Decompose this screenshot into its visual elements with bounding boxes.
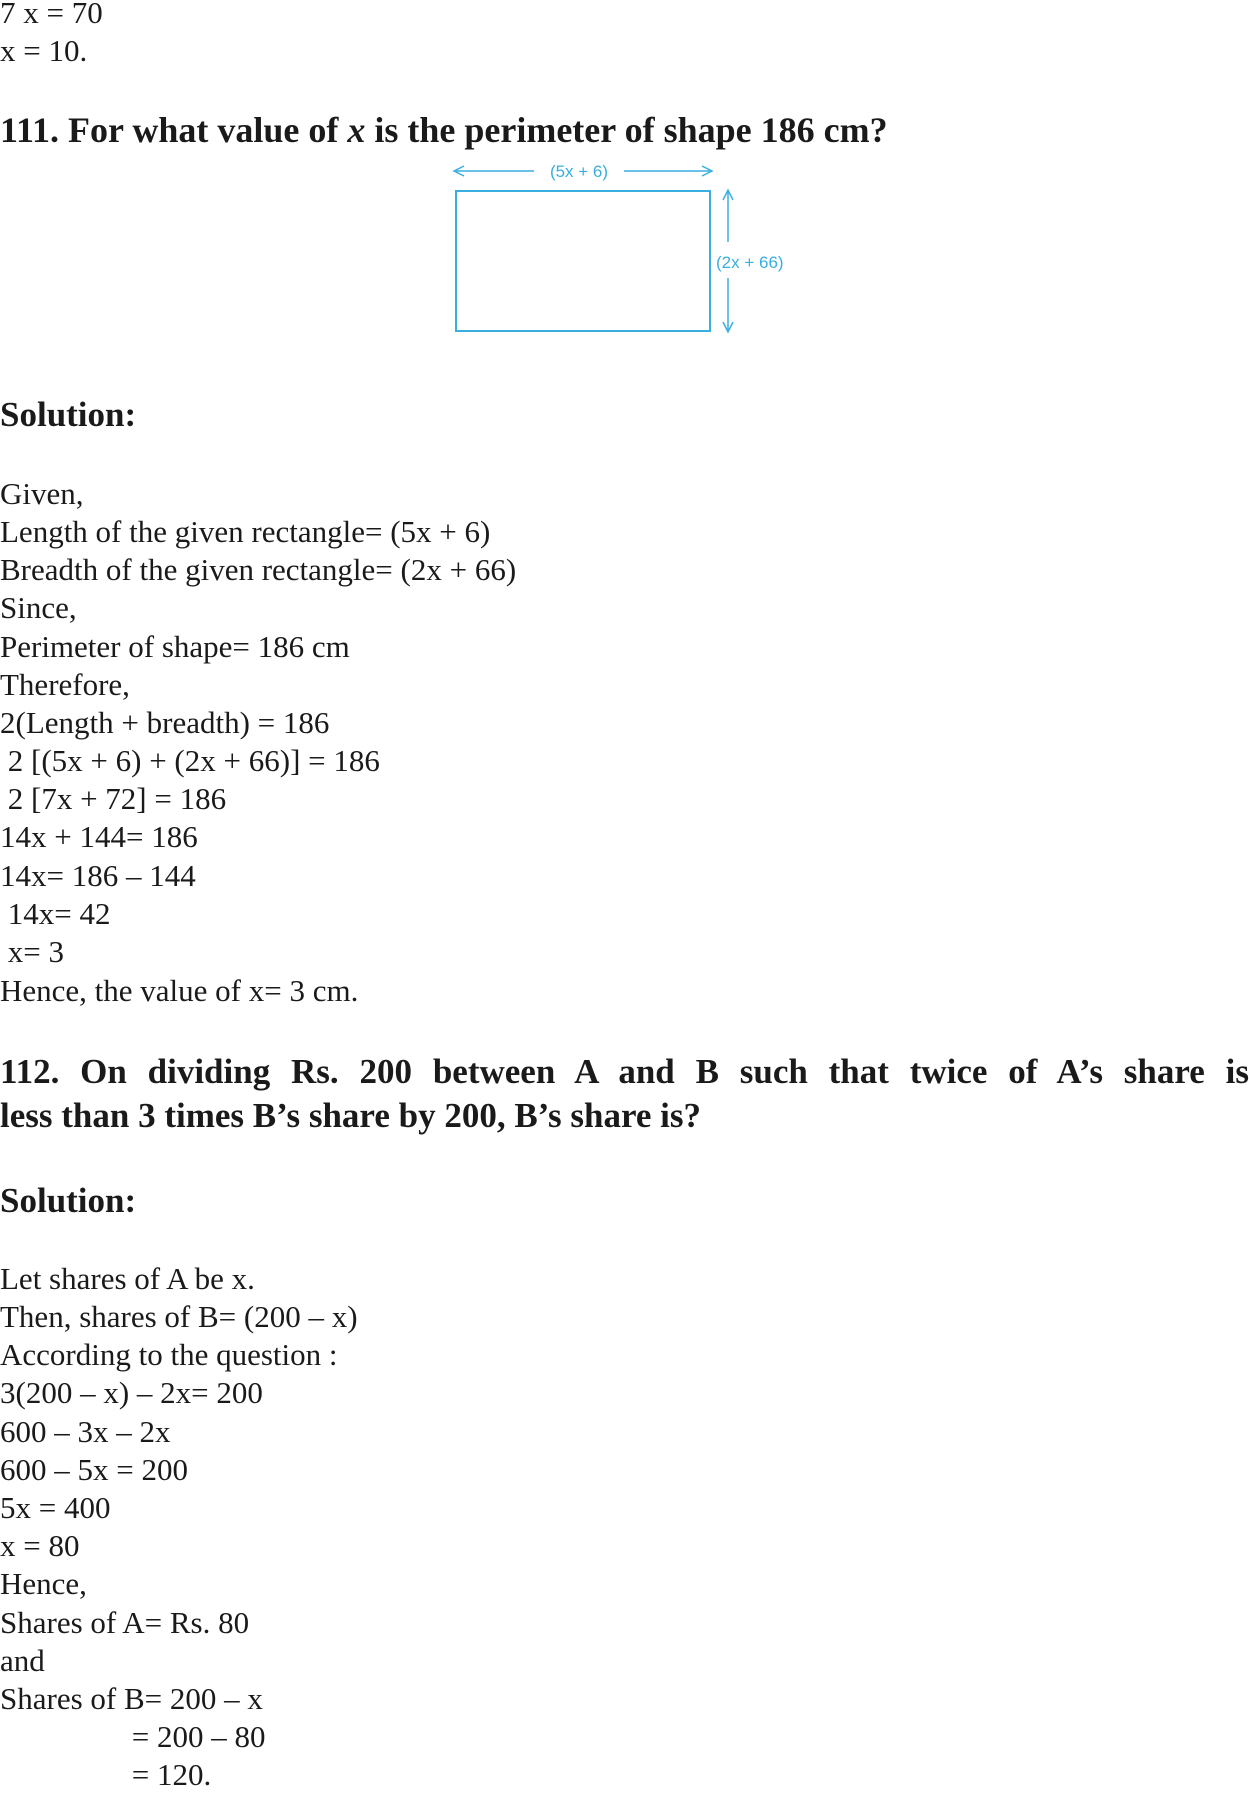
solution-line: Therefore, <box>0 667 130 702</box>
solution-line: x= 3 <box>0 934 64 969</box>
question-112-title <box>0 1050 1249 1138</box>
title-line: 112. On dividing Rs. 200 between A and B such that twice of A’s share is <box>0 1052 1249 1091</box>
solution-line: 2(Length + breadth) = 186 <box>0 705 330 740</box>
solution-line: Breadth of the given rectangle= (2x + 66) <box>0 552 517 587</box>
solution-line: 14x= 186 – 144 <box>0 858 196 893</box>
rectangle-figure <box>440 158 820 340</box>
solution-line: 600 – 3x – 2x <box>0 1414 171 1449</box>
solution-line: x = 80 <box>0 1528 80 1563</box>
solution-line: 5x = 400 <box>0 1490 111 1525</box>
solution-line: Since, <box>0 590 77 625</box>
solution-heading: Solution: <box>0 395 137 434</box>
solution-line: Shares of B= 200 – x <box>0 1681 263 1716</box>
question-111-title <box>0 108 888 152</box>
equation-line: x = 10. <box>0 33 88 68</box>
solution-line: Given, <box>0 476 84 511</box>
solution-line: 14x= 42 <box>0 896 111 931</box>
solution-line: 3(200 – x) – 2x= 200 <box>0 1375 263 1410</box>
length-label: (5x + 6) <box>549 162 609 181</box>
rectangle-shape <box>456 191 710 331</box>
solution-line: = 120. <box>0 1757 212 1792</box>
solution-line: Perimeter of shape= 186 cm <box>0 629 350 664</box>
title-text: is the perimeter of shape 186 cm? <box>365 110 888 150</box>
solution-line: = 200 – 80 <box>0 1719 266 1754</box>
solution-heading: Solution: <box>0 1181 137 1220</box>
title-line: less than 3 times B’s share by 200, B’s share is? <box>0 1096 702 1135</box>
solution-line: Hence, the value of x= 3 cm. <box>0 973 359 1008</box>
solution-line: 2 [7x + 72] = 186 <box>0 781 227 816</box>
solution-line: According to the question : <box>0 1337 338 1372</box>
solution-line: Let shares of A be x. <box>0 1261 255 1296</box>
solution-line: Shares of A= Rs. 80 <box>0 1605 250 1640</box>
solution-line: 2 [(5x + 6) + (2x + 66)] = 186 <box>0 743 380 778</box>
equation-line: 7 x = 70 <box>0 0 103 30</box>
solution-line: Length of the given rectangle= (5x + 6) <box>0 514 491 549</box>
solution-line: Then, shares of B= (200 – x) <box>0 1299 358 1334</box>
solution-line: Hence, <box>0 1566 87 1601</box>
solution-line: and <box>0 1643 45 1678</box>
solution-line: 14x + 144= 186 <box>0 819 198 854</box>
title-variable: x <box>347 110 366 150</box>
breadth-label: (2x + 66) <box>716 253 784 272</box>
solution-line: 600 – 5x = 200 <box>0 1452 188 1487</box>
title-text: 111. For what value of <box>0 110 348 150</box>
